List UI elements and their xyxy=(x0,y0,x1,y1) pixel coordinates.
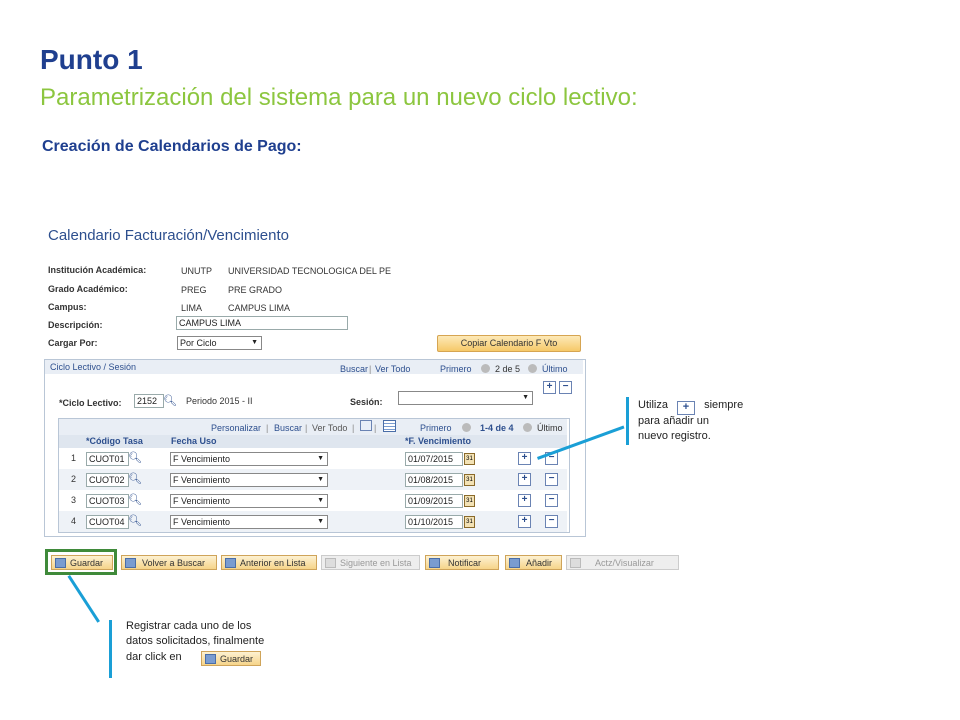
fecha-uso-value: F Vencimiento xyxy=(173,496,231,506)
remove-row-icon[interactable]: − xyxy=(545,473,558,486)
ciclo-remove-icon[interactable]: − xyxy=(559,381,572,394)
remove-row-icon[interactable]: − xyxy=(545,494,558,507)
cargar-select[interactable] xyxy=(177,336,262,350)
field-desc-campus: CAMPUS LIMA xyxy=(228,303,291,313)
ciclo-grid-title: Ciclo Lectivo / Sesión xyxy=(50,362,137,372)
calendar-icon[interactable]: 31 xyxy=(464,516,475,528)
descripcion-label: Descripción: xyxy=(48,320,103,330)
note-save-line2: datos solicitados, finalmente xyxy=(126,635,265,647)
search-back-icon xyxy=(125,558,136,568)
callout-bar-save xyxy=(109,620,112,678)
slide-subtitle: Parametrización del sistema para un nuevo ciclo lectivo: xyxy=(40,84,638,111)
view-all-icon[interactable] xyxy=(360,420,372,431)
ciclo-ultimo-link[interactable]: Último xyxy=(542,364,568,374)
add-row-icon[interactable]: + xyxy=(518,473,531,486)
sesion-select[interactable] xyxy=(398,391,533,405)
row-number: 1 xyxy=(71,453,77,463)
field-code-campus: LIMA xyxy=(181,303,203,313)
ciclo-ver-todo-link[interactable]: Ver Todo xyxy=(375,364,411,374)
search-icon[interactable]: 🔍︎ xyxy=(128,494,142,506)
anadir-button[interactable] xyxy=(505,555,562,570)
table-row xyxy=(59,469,567,490)
chevron-down-icon: ▼ xyxy=(251,339,258,346)
field-label-grado: Grado Académico: xyxy=(48,284,128,294)
add-row-icon[interactable]: + xyxy=(518,452,531,465)
next-icon[interactable] xyxy=(523,423,532,432)
codigo-tasa-input[interactable]: CUOT04 xyxy=(86,515,129,529)
note-guardar-button xyxy=(201,651,261,666)
anterior-en-lista-button[interactable] xyxy=(221,555,317,570)
section-title: Creación de Calendarios de Pago: xyxy=(42,138,302,155)
add-row-icon[interactable]: + xyxy=(518,494,531,507)
fecha-uso-value: F Vencimiento xyxy=(173,454,231,464)
col-codigo-tasa: *Código Tasa xyxy=(86,436,143,446)
col-fecha-uso: Fecha Uso xyxy=(171,436,217,446)
note-add-post: siempre xyxy=(704,399,744,411)
vencimiento-input[interactable]: 01/07/2015 xyxy=(405,452,463,466)
copiar-calendario-button[interactable]: Copiar Calendario F Vto xyxy=(437,335,581,352)
next-list-icon xyxy=(325,558,336,568)
note-guardar-label: Guardar xyxy=(220,654,254,664)
note-save-line3: dar click en xyxy=(126,651,182,663)
siguiente-label: Siguiente en Lista xyxy=(340,558,412,568)
separator: | xyxy=(352,423,355,433)
cuotas-ver-todo-link[interactable]: Ver Todo xyxy=(312,423,348,433)
prev-icon[interactable] xyxy=(462,423,471,432)
separator: | xyxy=(374,423,377,433)
field-desc-grado: PRE GRADO xyxy=(228,285,283,295)
note-add-line2: para añadir un xyxy=(638,415,709,427)
fecha-uso-select[interactable] xyxy=(170,515,328,529)
chevron-down-icon: ▼ xyxy=(317,476,324,483)
update-display-icon xyxy=(570,558,581,568)
chevron-down-icon: ▼ xyxy=(317,455,324,462)
chevron-down-icon: ▼ xyxy=(317,518,324,525)
cargar-label: Cargar Por: xyxy=(48,338,98,348)
remove-row-icon[interactable]: − xyxy=(545,452,558,465)
sesion-label: Sesión: xyxy=(350,397,383,407)
next-icon[interactable] xyxy=(528,364,537,373)
anterior-label: Anterior en Lista xyxy=(240,558,306,568)
cargar-select-value: Por Ciclo xyxy=(180,338,217,348)
cuotas-primero-link[interactable]: Primero xyxy=(420,423,452,433)
callout-bar-add xyxy=(626,397,629,445)
row-number: 4 xyxy=(71,516,77,526)
ciclo-buscar-link[interactable]: Buscar xyxy=(340,364,369,374)
callout-connector-save xyxy=(67,575,99,623)
descripcion-input[interactable]: CAMPUS LIMA xyxy=(176,316,348,330)
search-icon[interactable]: 🔍︎ xyxy=(128,515,142,527)
vencimiento-input[interactable]: 01/10/2015 xyxy=(405,515,463,529)
ciclo-primero-link[interactable]: Primero xyxy=(440,364,472,374)
codigo-tasa-input[interactable]: CUOT02 xyxy=(86,473,129,487)
separator: | xyxy=(369,364,372,374)
chevron-down-icon: ▼ xyxy=(522,394,529,401)
table-row xyxy=(59,511,567,532)
siguiente-en-lista-button[interactable] xyxy=(321,555,420,570)
chevron-down-icon: ▼ xyxy=(317,497,324,504)
download-grid-icon[interactable] xyxy=(383,420,396,432)
ciclo-lectivo-input[interactable]: 2152 xyxy=(134,394,164,408)
actz-label: Actz/Visualizar xyxy=(595,558,654,568)
table-row xyxy=(59,448,567,469)
cuotas-ultimo-link[interactable]: Último xyxy=(537,423,563,433)
fecha-uso-select[interactable] xyxy=(170,452,328,466)
col-vencimiento: *F. Vencimiento xyxy=(405,436,472,446)
field-code-grado: PREG xyxy=(181,285,207,295)
fecha-uso-select[interactable] xyxy=(170,494,328,508)
cuotas-count: 1-4 de 4 xyxy=(480,423,514,433)
calendar-icon[interactable]: 31 xyxy=(464,453,475,465)
notificar-label: Notificar xyxy=(448,558,482,568)
notificar-button[interactable] xyxy=(425,555,499,570)
volver-label: Volver a Buscar xyxy=(142,558,206,568)
calendar-icon[interactable]: 31 xyxy=(464,495,475,507)
guardar-button[interactable] xyxy=(51,555,113,570)
fecha-uso-select[interactable] xyxy=(170,473,328,487)
note-save-line1: Registrar cada uno de los xyxy=(126,620,252,632)
note-add-pre: Utiliza xyxy=(638,399,668,411)
note-add-line3: nuevo registro. xyxy=(638,430,711,442)
page-title: Calendario Facturación/Vencimiento xyxy=(48,227,289,244)
row-number: 2 xyxy=(71,474,77,484)
save-icon xyxy=(205,654,216,664)
vencimiento-input[interactable]: 01/08/2015 xyxy=(405,473,463,487)
field-label-institucion: Institución Académica: xyxy=(48,265,147,275)
codigo-tasa-input[interactable]: CUOT03 xyxy=(86,494,129,508)
plus-icon: + xyxy=(677,401,695,415)
cuotas-column-header xyxy=(59,435,567,448)
notify-icon xyxy=(429,558,440,568)
table-row xyxy=(59,490,567,511)
prev-icon[interactable] xyxy=(481,364,490,373)
add-icon xyxy=(509,558,520,568)
volver-a-buscar-button[interactable] xyxy=(121,555,217,570)
ciclo-lectivo-desc: Periodo 2015 - II xyxy=(186,396,253,406)
personalizar-link[interactable]: Personalizar xyxy=(211,423,262,433)
ciclo-add-icon[interactable]: + xyxy=(543,381,556,394)
previous-list-icon xyxy=(225,558,236,568)
actz-visualizar-button[interactable] xyxy=(566,555,679,570)
field-desc-institucion: UNIVERSIDAD TECNOLOGICA DEL PE xyxy=(228,266,392,276)
add-row-icon[interactable]: + xyxy=(518,515,531,528)
slide-title: Punto 1 xyxy=(40,44,143,75)
fecha-uso-value: F Vencimiento xyxy=(173,517,231,527)
separator: | xyxy=(305,423,308,433)
guardar-label: Guardar xyxy=(70,558,104,568)
separator: | xyxy=(266,423,269,433)
save-icon xyxy=(55,558,66,568)
search-icon[interactable]: 🔍︎ xyxy=(128,473,142,485)
vencimiento-input[interactable]: 01/09/2015 xyxy=(405,494,463,508)
ciclo-lectivo-label: *Ciclo Lectivo: xyxy=(59,398,122,408)
calendar-icon[interactable]: 31 xyxy=(464,474,475,486)
field-label-campus: Campus: xyxy=(48,302,87,312)
codigo-tasa-input[interactable]: CUOT01 xyxy=(86,452,129,466)
field-code-institucion: UNUTP xyxy=(181,266,212,276)
anadir-label: Añadir xyxy=(526,558,553,568)
search-icon[interactable]: 🔍︎ xyxy=(163,395,177,407)
row-number: 3 xyxy=(71,495,77,505)
search-icon[interactable]: 🔍︎ xyxy=(128,452,142,464)
fecha-uso-value: F Vencimiento xyxy=(173,475,231,485)
ciclo-count: 2 de 5 xyxy=(495,364,521,374)
note-add-line1 xyxy=(638,398,743,415)
cuotas-buscar-link[interactable]: Buscar xyxy=(274,423,303,433)
remove-row-icon[interactable]: − xyxy=(545,515,558,528)
